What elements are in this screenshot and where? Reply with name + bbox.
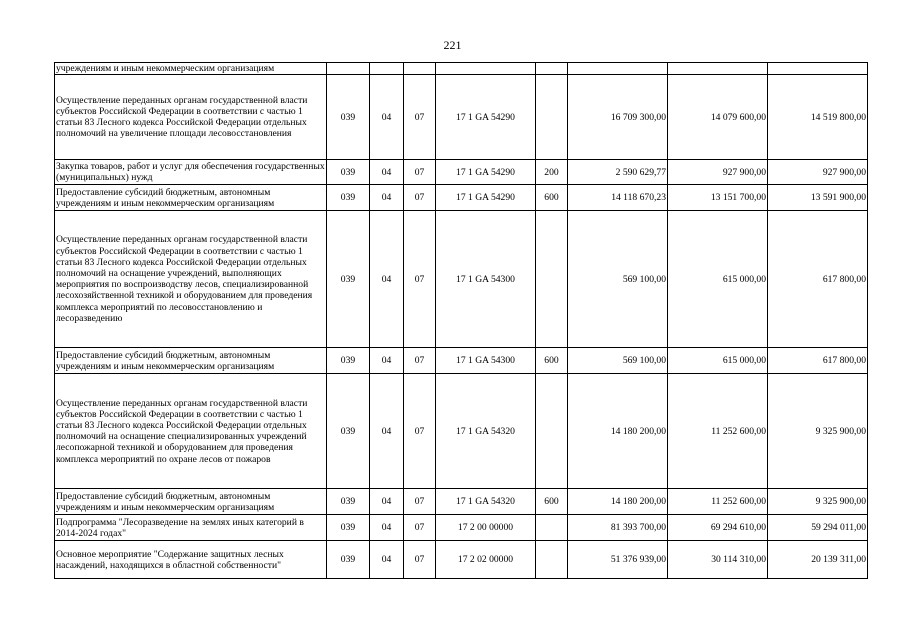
expense-type-cell [536, 75, 568, 160]
grbs-code-cell: 039 [327, 185, 370, 211]
grbs-code-cell: 039 [327, 541, 370, 579]
expense-type-cell [536, 374, 568, 489]
table-row [55, 374, 868, 489]
section-code-cell: 04 [370, 489, 404, 515]
grbs-code-cell: 039 [327, 374, 370, 489]
table-row [55, 75, 868, 160]
amount-col1-cell: 569 100,00 [568, 348, 668, 374]
subsection-code-cell: 07 [404, 489, 436, 515]
section-code-cell: 04 [370, 211, 404, 348]
amount-col3-cell [768, 63, 868, 75]
expense-type-cell [536, 211, 568, 348]
target-article-cell: 17 1 GA 54300 [436, 211, 536, 348]
row-name-cell: Подпрограмма "Лесоразведение на землях иных категорий в 2014-2024 годах" [55, 515, 327, 541]
expense-type-cell: 200 [536, 160, 568, 185]
table-row [55, 211, 868, 348]
row-name-cell: Предоставление субсидий бюджетным, автономным учреждениям и иным некоммерческим организациям [55, 185, 327, 211]
amount-col3-cell: 9 325 900,00 [768, 374, 868, 489]
amount-col3-cell: 20 139 311,00 [768, 541, 868, 579]
target-article-cell: 17 2 02 00000 [436, 541, 536, 579]
amount-col3-cell: 617 800,00 [768, 348, 868, 374]
grbs-code-cell: 039 [327, 160, 370, 185]
amount-col2-cell [668, 63, 768, 75]
table-row [55, 489, 868, 515]
target-article-cell: 17 1 GA 54290 [436, 160, 536, 185]
expense-type-cell: 600 [536, 489, 568, 515]
table-row [55, 63, 868, 75]
target-article-cell: 17 1 GA 54300 [436, 348, 536, 374]
subsection-code-cell: 07 [404, 541, 436, 579]
amount-col1-cell: 14 180 200,00 [568, 489, 668, 515]
row-name-cell: Предоставление субсидий бюджетным, автономным учреждениям и иным некоммерческим организациям [55, 489, 327, 515]
subsection-code-cell: 07 [404, 185, 436, 211]
target-article-cell: 17 1 GA 54320 [436, 489, 536, 515]
budget-table [54, 62, 868, 579]
row-name-cell: Осуществление переданных органам государственной власти субъектов Российской Федерации в соответствии с частью 1 статьи 83 Лесного кодекса Российской Федерации отдельных полномочий на оснащение учреждений, выполняющих мероприятия по воспроизводству лесов, специализированной лесохозяйственной техникой и оборудованием для проведения комплекса мероприятий по лесовосстановлению и лесоразведению [55, 211, 327, 348]
section-code-cell: 04 [370, 541, 404, 579]
grbs-code-cell: 039 [327, 515, 370, 541]
expense-type-cell [536, 63, 568, 75]
amount-col1-cell: 51 376 939,00 [568, 541, 668, 579]
amount-col2-cell: 615 000,00 [668, 211, 768, 348]
section-code-cell: 04 [370, 348, 404, 374]
amount-col3-cell: 617 800,00 [768, 211, 868, 348]
target-article-cell: 17 1 GA 54320 [436, 374, 536, 489]
grbs-code-cell: 039 [327, 489, 370, 515]
amount-col2-cell: 13 151 700,00 [668, 185, 768, 211]
table-row [55, 348, 868, 374]
expense-type-cell [536, 515, 568, 541]
page-number: 221 [443, 38, 462, 52]
table-row [55, 185, 868, 211]
amount-col1-cell [568, 63, 668, 75]
amount-col2-cell: 30 114 310,00 [668, 541, 768, 579]
target-article-cell: 17 2 00 00000 [436, 515, 536, 541]
row-name-cell: Осуществление переданных органам государственной власти субъектов Российской Федерации в соответствии с частью 1 статьи 83 Лесного кодекса Российской Федерации отдельных полномочий на оснащение специализированных учреждений лесопожарной техникой и оборудованием для проведения комплекса мероприятий по охране лесов от пожаров [55, 374, 327, 489]
row-name-cell: учреждениям и иным некоммерческим организациям [55, 63, 327, 75]
subsection-code-cell: 07 [404, 160, 436, 185]
section-code-cell: 04 [370, 160, 404, 185]
section-code-cell [370, 63, 404, 75]
row-name-cell: Предоставление субсидий бюджетным, автономным учреждениям и иным некоммерческим организациям [55, 348, 327, 374]
subsection-code-cell: 07 [404, 75, 436, 160]
subsection-code-cell: 07 [404, 211, 436, 348]
grbs-code-cell: 039 [327, 348, 370, 374]
expense-type-cell: 600 [536, 348, 568, 374]
table-row [55, 160, 868, 185]
amount-col1-cell: 14 180 200,00 [568, 374, 668, 489]
amount-col1-cell: 16 709 300,00 [568, 75, 668, 160]
row-name-cell: Осуществление переданных органам государственной власти субъектов Российской Федерации в соответствии с частью 1 статьи 83 Лесного кодекса Российской Федерации отдельных полномочий на увеличение площади лесовосстановления [55, 75, 327, 160]
target-article-cell: 17 1 GA 54290 [436, 185, 536, 211]
table-row [55, 541, 868, 579]
amount-col1-cell: 2 590 629,77 [568, 160, 668, 185]
amount-col3-cell: 59 294 011,00 [768, 515, 868, 541]
amount-col2-cell: 615 000,00 [668, 348, 768, 374]
amount-col2-cell: 11 252 600,00 [668, 489, 768, 515]
target-article-cell [436, 63, 536, 75]
section-code-cell: 04 [370, 374, 404, 489]
grbs-code-cell: 039 [327, 75, 370, 160]
section-code-cell: 04 [370, 185, 404, 211]
subsection-code-cell [404, 63, 436, 75]
row-name-cell: Закупка товаров, работ и услуг для обеспечения государственных (муниципальных) нужд [56, 161, 325, 184]
grbs-code-cell [327, 63, 370, 75]
amount-col3-cell: 13 591 900,00 [768, 185, 868, 211]
amount-col3-cell: 927 900,00 [768, 160, 868, 185]
row-name-cell: Основное мероприятие "Содержание защитных лесных насаждений, находящихся в областной собственности" [55, 541, 327, 579]
section-code-cell: 04 [370, 75, 404, 160]
grbs-code-cell: 039 [327, 211, 370, 348]
amount-col1-cell: 569 100,00 [568, 211, 668, 348]
amount-col2-cell: 927 900,00 [668, 160, 768, 185]
amount-col3-cell: 14 519 800,00 [768, 75, 868, 160]
section-code-cell: 04 [370, 515, 404, 541]
amount-col1-cell: 14 118 670,23 [568, 185, 668, 211]
target-article-cell: 17 1 GA 54290 [436, 75, 536, 160]
subsection-code-cell: 07 [404, 374, 436, 489]
amount-col3-cell: 9 325 900,00 [768, 489, 868, 515]
expense-type-cell [536, 541, 568, 579]
amount-col1-cell: 81 393 700,00 [568, 515, 668, 541]
amount-col2-cell: 69 294 610,00 [668, 515, 768, 541]
subsection-code-cell: 07 [404, 348, 436, 374]
amount-col2-cell: 14 079 600,00 [668, 75, 768, 160]
expense-type-cell: 600 [536, 185, 568, 211]
amount-col2-cell: 11 252 600,00 [668, 374, 768, 489]
subsection-code-cell: 07 [404, 515, 436, 541]
table-row [55, 515, 868, 541]
budget-table-body [55, 63, 868, 579]
